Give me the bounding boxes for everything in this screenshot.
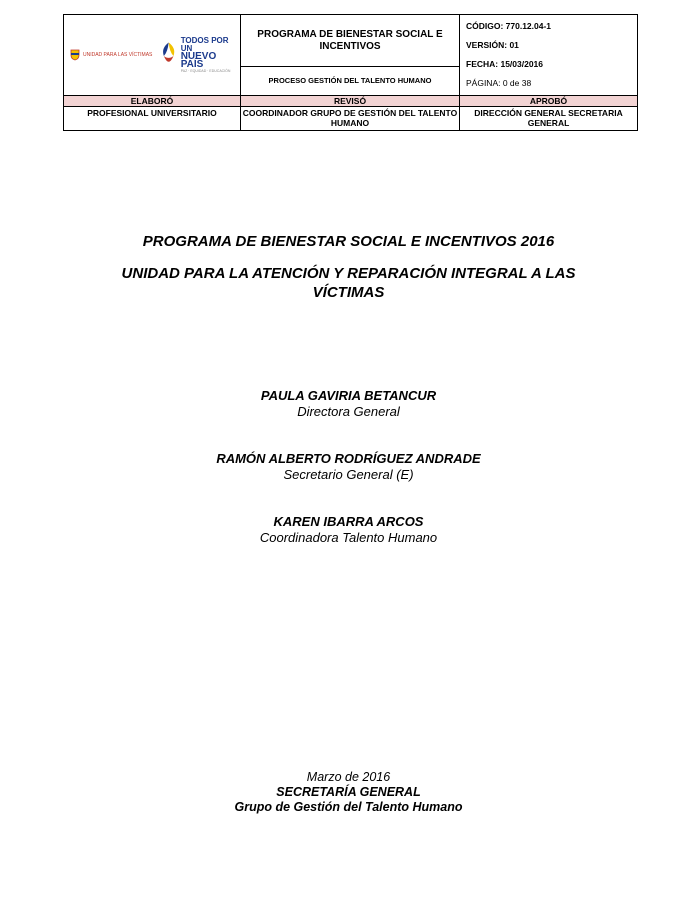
codigo: CÓDIGO: 770.12.04-1: [466, 21, 552, 31]
process-name: PROCESO GESTIÓN DEL TALENTO HUMANO: [268, 76, 432, 85]
signers-row: [64, 107, 638, 131]
nuevo-pais-logo: [160, 37, 240, 74]
nuevo-pais-line3: PAZ · EQUIDAD · EDUCACIÓN: [180, 68, 231, 73]
subtitle-text: UNIDAD PARA LA ATENCIÓN Y REPARACIÓN INTEGRAL A LAS VÍCTIMAS: [121, 265, 576, 301]
nuevo-pais-line1: TODOS POR UN: [180, 35, 229, 53]
version: VERSIÓN: 01: [466, 40, 519, 50]
document-subtitle: [0, 264, 697, 302]
person-name: RAMÓN ALBERTO RODRÍGUEZ ANDRADE: [216, 451, 481, 466]
role-aprobo: APROBÓ: [460, 96, 638, 107]
footer-group: Grupo de Gestión del Talento Humano: [234, 800, 463, 814]
person-role: Coordinadora Talento Humano: [259, 530, 438, 545]
person-3: [0, 514, 697, 546]
nuevo-pais-icon: [160, 40, 177, 70]
person-role: Directora General: [297, 404, 400, 419]
document-title: PROGRAMA DE BIENESTAR SOCIAL E INCENTIVOS 2016: [142, 233, 555, 250]
metadata-cell: [460, 15, 638, 96]
fecha: FECHA: 15/03/2016: [466, 59, 544, 69]
role-reviso: REVISÓ: [241, 96, 460, 107]
logo-cell: [64, 15, 241, 96]
footer: [0, 770, 697, 815]
pagina: PÁGINA: 0 de 38: [466, 78, 532, 88]
person-role: Secretario General (E): [283, 467, 414, 482]
signer-aprobo: DIRECCIÓN GENERAL SECRETARIA GENERAL: [460, 107, 638, 131]
unidad-victimas-text: UNIDAD PARA LAS VÍCTIMAS: [83, 52, 153, 58]
signer-reviso: COORDINADOR GRUPO DE GESTIÓN DEL TALENTO HUMANO: [241, 107, 460, 131]
signer-elaboro: PROFESIONAL UNIVERSITARIO: [64, 107, 241, 131]
footer-date: Marzo de 2016: [306, 770, 391, 784]
coat-of-arms-icon: [70, 49, 80, 61]
role-elaboro: ELABORÓ: [64, 96, 241, 107]
person-2: [0, 451, 697, 483]
unidad-victimas-logo: [70, 49, 152, 61]
document-header-table: [63, 14, 638, 131]
program-title: PROGRAMA DE BIENESTAR SOCIAL E INCENTIVOS: [241, 16, 459, 67]
person-name: PAULA GAVIRIA BETANCUR: [260, 388, 437, 403]
roles-row: [64, 96, 638, 107]
nuevo-pais-line2: NUEVO PAÍS: [180, 50, 217, 70]
person-name: KAREN IBARRA ARCOS: [273, 514, 424, 529]
footer-office: SECRETARÍA GENERAL: [276, 785, 421, 799]
title-cell: [241, 15, 460, 96]
person-1: [0, 388, 697, 420]
